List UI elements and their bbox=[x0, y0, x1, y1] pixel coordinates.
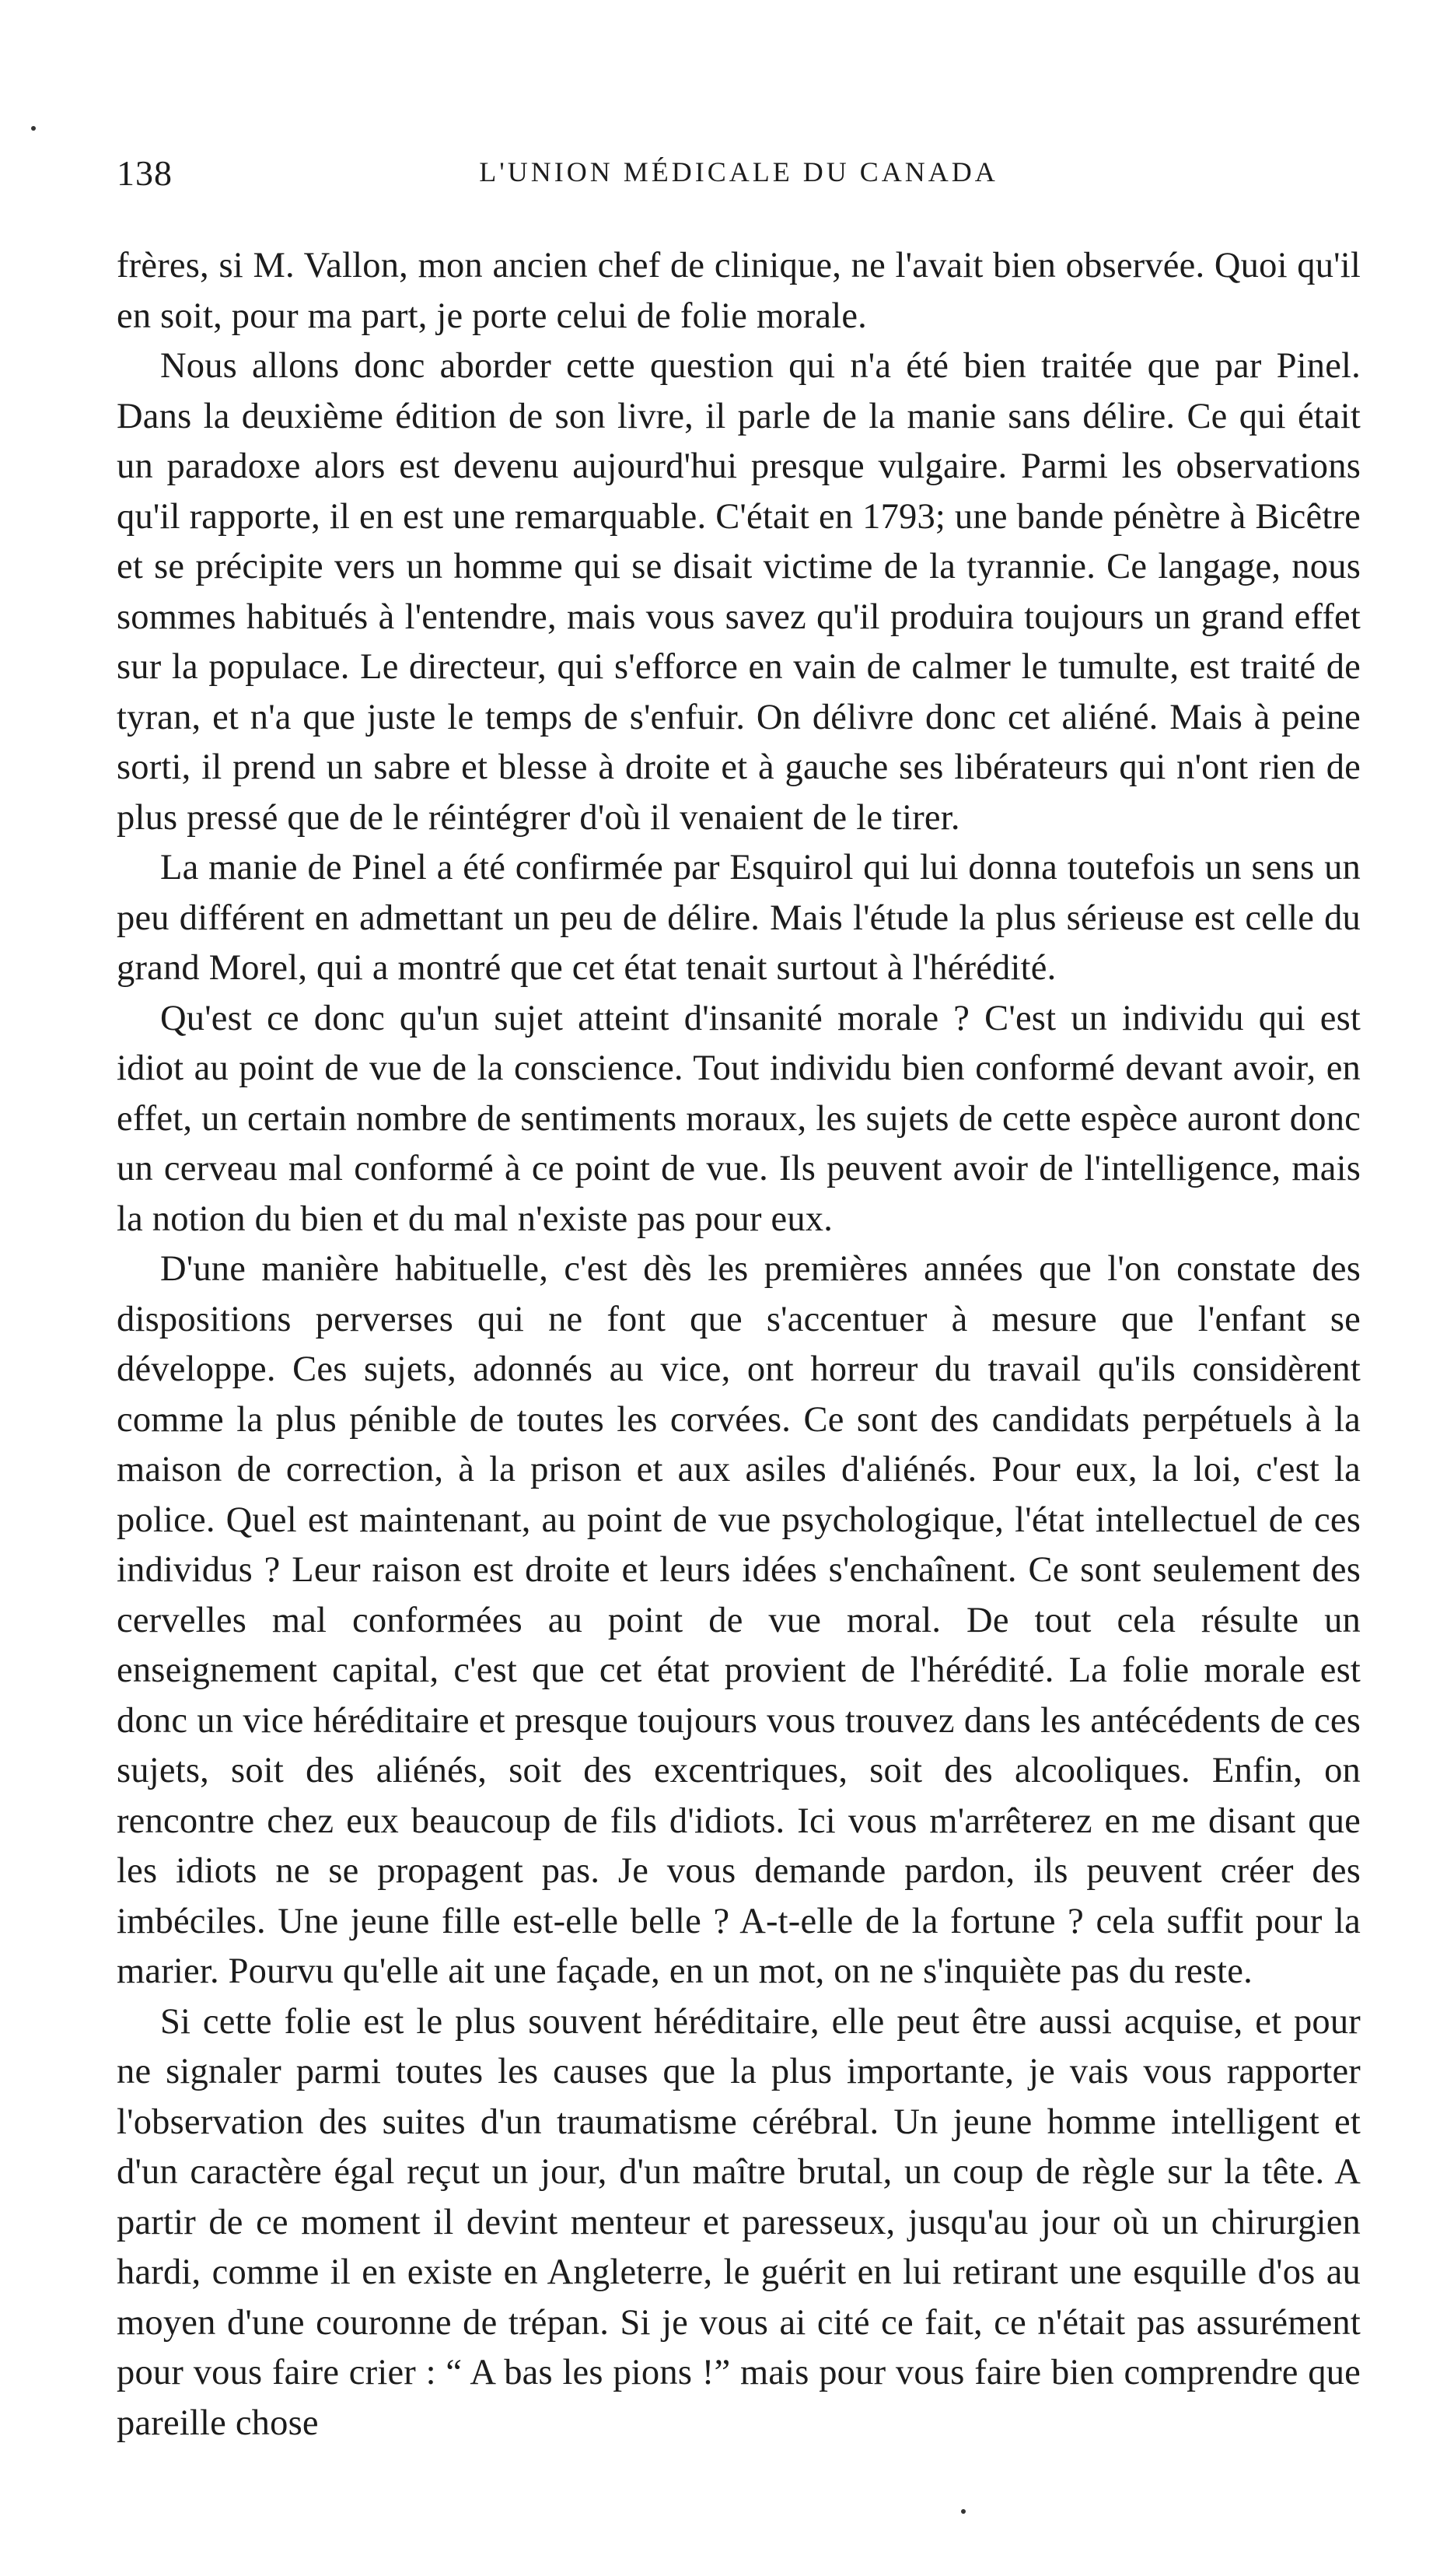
paragraph: Qu'est ce donc qu'un sujet atteint d'insanité morale ? C'est un individu qui est idiot au point de vue de la conscience. Tout individu bien conformé devant avoir, en effet, un certain nombre de sentiments moraux, les sujets de cette espèce auront donc un cerveau mal conformé à ce point de vue. Ils peuvent avoir de l'intelligence, mais la notion du bien et du mal n'existe pas pour eux. bbox=[117, 998, 1361, 1239]
article-body bbox=[117, 241, 1361, 2448]
running-head bbox=[117, 152, 1361, 199]
page-number: 138 bbox=[117, 153, 173, 193]
scan-speck bbox=[31, 126, 36, 131]
page-content bbox=[117, 152, 1361, 2448]
paragraph: Nous allons donc aborder cette question qui n'a été bien traitée que par Pinel. Dans la deuxième édition de son livre, il parle de la manie sans délire. Ce qui était un paradoxe alors est devenu aujourd'hui presque vulgaire. Parmi les observations qu'il rapporte, il en est une remarquable. C'était en 1793; une bande pénètre à Bicêtre et se précipite vers un homme qui se disait victime de la tyrannie. Ce langage, nous sommes habitués à l'entendre, mais vous savez qu'il produira toujours un grand effet sur la populace. Le directeur, qui s'efforce en vain de calmer le tumulte, est traité de tyran, et n'a que juste le temps de s'enfuir. On délivre donc cet aliéné. Mais à peine sorti, il prend un sabre et blesse à droite et à gauche ses libérateurs qui n'ont rien de plus pressé que de le réintégrer d'où il venaient de le tirer. bbox=[117, 346, 1361, 838]
paragraph: D'une manière habituelle, c'est dès les premières années que l'on constate des dispositions perverses qui ne font que s'accentuer à mesure que l'enfant se développe. Ces sujets, adonnés au vice, ont horreur du travail qu'ils considèrent comme la plus pénible de toutes les corvées. Ce sont des candidats perpétuels à la maison de correction, à la prison et aux asiles d'aliénés. Pour eux, la loi, c'est la police. Quel est maintenant, au point de vue psychologique, l'état intellectuel de ces individus ? Leur raison est droite et leurs idées s'enchaînent. Ce sont seulement des cervelles mal conformées au point de vue moral. De tout cela résulte un enseignement capital, c'est que cet état provient de l'hérédité. La folie morale est donc un vice héréditaire et presque toujours vous trouvez dans les antécédents de ces sujets, soit des aliénés, soit des excentriques, soit des alcooliques. Enfin, on rencontre chez eux beaucoup de fils d'idiots. Ici vous m'arrêterez en me disant que les idiots ne se propagent pas. Je vous demande pardon, ils peuvent créer des imbéciles. Une jeune fille est-elle belle ? A-t-elle de la fortune ? cela suffit pour la marier. Pourvu qu'elle ait une façade, en un mot, on ne s'inquiète pas du reste. bbox=[117, 1249, 1361, 1991]
paragraph: Si cette folie est le plus souvent héréditaire, elle peut être aussi acquise, et pour ne signaler parmi toutes les causes que la plus importante, je vais vous rapporter l'observation des suites d'un traumatisme cérébral. Un jeune homme intelligent et d'un caractère égal reçut un jour, d'un maître brutal, un coup de règle sur la tête. A partir de ce moment il devint menteur et paresseux, jusqu'au jour où un chirurgien hardi, comme il en existe en Angleterre, le guérit en lui retirant une esquille d'os au moyen d'une couronne de trépan. Si je vous ai cité ce fait, ce n'était pas assurément pour vous faire crier : “ A bas les pions !” mais pour vous faire bien comprendre que pareille chose bbox=[117, 2001, 1361, 2443]
scan-speck bbox=[961, 2509, 966, 2514]
running-title: L'UNION MÉDICALE DU CANADA bbox=[479, 156, 998, 187]
paragraph: La manie de Pinel a été confirmée par Esquirol qui lui donna toutefois un sens un peu différent en admettant un peu de délire. Mais l'étude la plus sérieuse est celle du grand Morel, qui a montré que cet état tenait surtout à l'hérédité. bbox=[117, 848, 1361, 988]
paragraph: frères, si M. Vallon, mon ancien chef de clinique, ne l'avait bien observée. Quoi qu'il en soit, pour ma part, je porte celui de folie morale. bbox=[117, 246, 1361, 336]
